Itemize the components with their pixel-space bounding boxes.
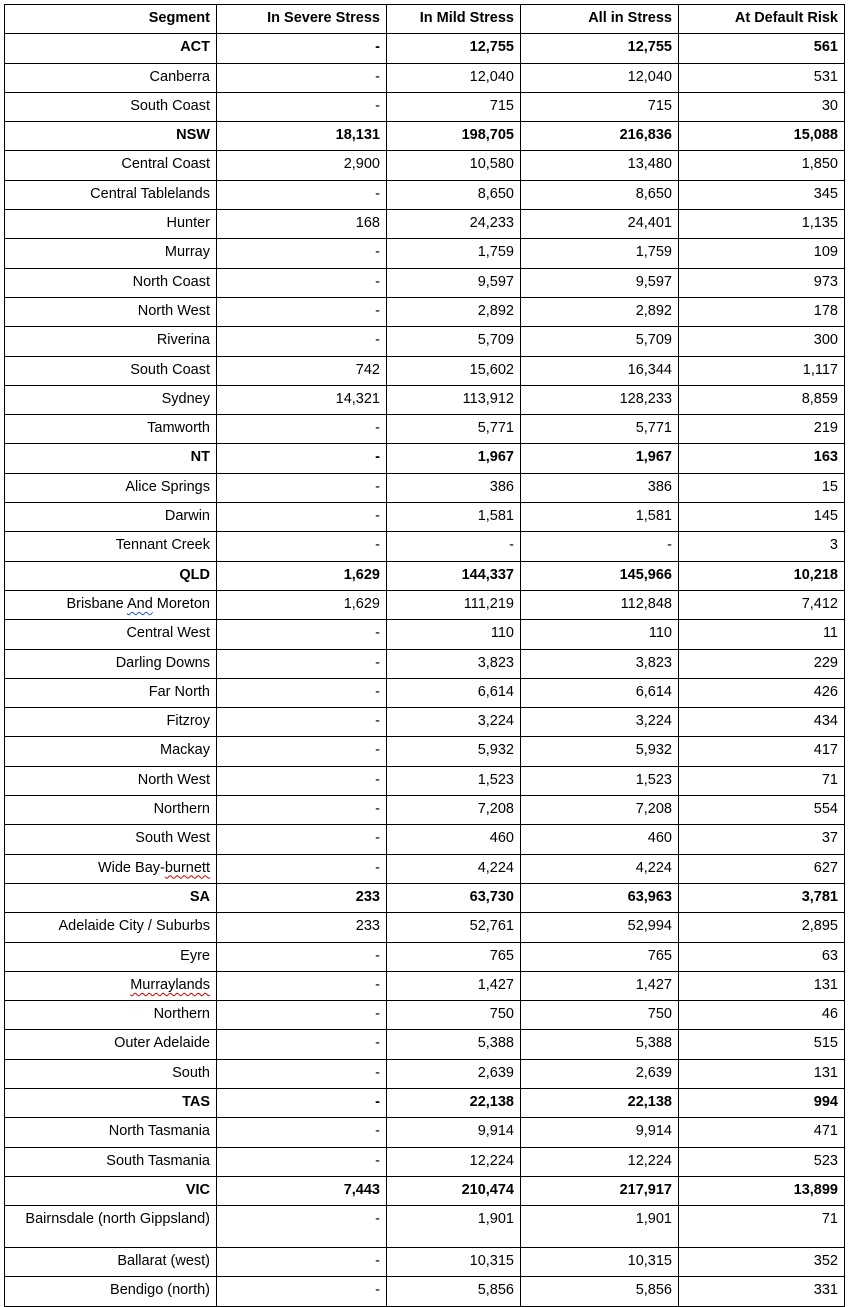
cell-severe-stress: - xyxy=(217,708,387,737)
table-row xyxy=(5,1206,845,1248)
cell-mild-stress: 750 xyxy=(387,1001,521,1030)
cell-severe-stress: - xyxy=(217,92,387,121)
table-row xyxy=(5,239,845,268)
cell-severe-stress: 742 xyxy=(217,356,387,385)
cell-default-risk: 109 xyxy=(679,239,845,268)
cell-segment: Darling Downs xyxy=(5,649,217,678)
cell-segment: Riverina xyxy=(5,327,217,356)
cell-severe-stress: - xyxy=(217,825,387,854)
state-total-row xyxy=(5,34,845,63)
cell-mild-stress: 111,219 xyxy=(387,590,521,619)
cell-segment: Bendigo (north) xyxy=(5,1277,217,1306)
cell-severe-stress: - xyxy=(217,503,387,532)
cell-default-risk: 973 xyxy=(679,268,845,297)
cell-segment: Outer Adelaide xyxy=(5,1030,217,1059)
cell-mild-stress: 5,932 xyxy=(387,737,521,766)
cell-mild-stress: 765 xyxy=(387,942,521,971)
cell-severe-stress: - xyxy=(217,796,387,825)
cell-all-in-stress: 10,315 xyxy=(521,1248,679,1277)
cell-default-risk: 178 xyxy=(679,297,845,326)
table-row xyxy=(5,678,845,707)
cell-all-in-stress: 16,344 xyxy=(521,356,679,385)
cell-segment: South Coast xyxy=(5,92,217,121)
table-row xyxy=(5,415,845,444)
state-total-row xyxy=(5,122,845,151)
cell-mild-stress: 1,581 xyxy=(387,503,521,532)
stress-table xyxy=(4,4,845,1307)
cell-severe-stress: 18,131 xyxy=(217,122,387,151)
cell-default-risk: 3,781 xyxy=(679,883,845,912)
cell-default-risk: 131 xyxy=(679,1059,845,1088)
table-row xyxy=(5,268,845,297)
cell-severe-stress: - xyxy=(217,239,387,268)
header-severe-stress: In Severe Stress xyxy=(217,5,387,34)
cell-segment: North Tasmania xyxy=(5,1118,217,1147)
cell-segment: TAS xyxy=(5,1088,217,1117)
cell-all-in-stress: 1,967 xyxy=(521,444,679,473)
cell-segment: NSW xyxy=(5,122,217,151)
cell-segment: Far North xyxy=(5,678,217,707)
cell-default-risk: 3 xyxy=(679,532,845,561)
cell-severe-stress: 2,900 xyxy=(217,151,387,180)
cell-severe-stress: - xyxy=(217,1277,387,1306)
table-row xyxy=(5,327,845,356)
table-row xyxy=(5,180,845,209)
cell-default-risk: 1,850 xyxy=(679,151,845,180)
cell-severe-stress: 7,443 xyxy=(217,1176,387,1205)
cell-segment: Alice Springs xyxy=(5,473,217,502)
table-row xyxy=(5,210,845,239)
cell-segment: South xyxy=(5,1059,217,1088)
cell-all-in-stress: 1,581 xyxy=(521,503,679,532)
cell-all-in-stress: 765 xyxy=(521,942,679,971)
table-row xyxy=(5,1277,845,1306)
cell-segment: Hunter xyxy=(5,210,217,239)
cell-segment: Central West xyxy=(5,620,217,649)
table-row xyxy=(5,737,845,766)
cell-all-in-stress: 3,823 xyxy=(521,649,679,678)
cell-default-risk: 219 xyxy=(679,415,845,444)
cell-all-in-stress: 715 xyxy=(521,92,679,121)
cell-default-risk: 30 xyxy=(679,92,845,121)
cell-mild-stress: 4,224 xyxy=(387,854,521,883)
cell-all-in-stress: 110 xyxy=(521,620,679,649)
cell-segment: Ballarat (west) xyxy=(5,1248,217,1277)
cell-mild-stress: 12,224 xyxy=(387,1147,521,1176)
table-row xyxy=(5,1030,845,1059)
cell-mild-stress: 9,914 xyxy=(387,1118,521,1147)
cell-segment: VIC xyxy=(5,1176,217,1205)
table-row xyxy=(5,503,845,532)
cell-all-in-stress: 63,963 xyxy=(521,883,679,912)
table-row xyxy=(5,532,845,561)
cell-default-risk: 515 xyxy=(679,1030,845,1059)
cell-default-risk: 531 xyxy=(679,63,845,92)
cell-segment xyxy=(5,971,217,1000)
cell-all-in-stress: 5,856 xyxy=(521,1277,679,1306)
table-row xyxy=(5,854,845,883)
cell-severe-stress: - xyxy=(217,415,387,444)
spellcheck-error-mark: Murraylands xyxy=(130,976,210,993)
cell-severe-stress: 1,629 xyxy=(217,590,387,619)
table-row xyxy=(5,796,845,825)
cell-default-risk: 13,899 xyxy=(679,1176,845,1205)
cell-mild-stress: 110 xyxy=(387,620,521,649)
header-segment: Segment xyxy=(5,5,217,34)
cell-all-in-stress: 5,388 xyxy=(521,1030,679,1059)
cell-segment: Murray xyxy=(5,239,217,268)
cell-all-in-stress: 13,480 xyxy=(521,151,679,180)
cell-severe-stress: - xyxy=(217,1147,387,1176)
cell-all-in-stress: 1,759 xyxy=(521,239,679,268)
table-row xyxy=(5,63,845,92)
cell-severe-stress: - xyxy=(217,678,387,707)
cell-severe-stress: 1,629 xyxy=(217,561,387,590)
cell-all-in-stress: 386 xyxy=(521,473,679,502)
cell-default-risk: 229 xyxy=(679,649,845,678)
table-row xyxy=(5,1059,845,1088)
cell-default-risk: 554 xyxy=(679,796,845,825)
cell-mild-stress: 9,597 xyxy=(387,268,521,297)
cell-all-in-stress: 52,994 xyxy=(521,913,679,942)
cell-mild-stress: 5,856 xyxy=(387,1277,521,1306)
cell-all-in-stress: 5,709 xyxy=(521,327,679,356)
cell-all-in-stress: 216,836 xyxy=(521,122,679,151)
cell-severe-stress: - xyxy=(217,1206,387,1248)
cell-default-risk: 471 xyxy=(679,1118,845,1147)
cell-default-risk: 417 xyxy=(679,737,845,766)
cell-severe-stress: - xyxy=(217,737,387,766)
cell-mild-stress: 12,040 xyxy=(387,63,521,92)
header-mild-stress: In Mild Stress xyxy=(387,5,521,34)
cell-default-risk: 434 xyxy=(679,708,845,737)
cell-default-risk: 300 xyxy=(679,327,845,356)
cell-all-in-stress: 217,917 xyxy=(521,1176,679,1205)
cell-default-risk: 994 xyxy=(679,1088,845,1117)
cell-segment: Brisbane And Moreton xyxy=(5,590,217,619)
table-row xyxy=(5,942,845,971)
cell-all-in-stress: 12,040 xyxy=(521,63,679,92)
table-row xyxy=(5,92,845,121)
cell-mild-stress: 210,474 xyxy=(387,1176,521,1205)
state-total-row xyxy=(5,561,845,590)
cell-default-risk: 523 xyxy=(679,1147,845,1176)
cell-all-in-stress: 2,892 xyxy=(521,297,679,326)
cell-default-risk: 8,859 xyxy=(679,385,845,414)
table-row xyxy=(5,1147,845,1176)
state-total-row xyxy=(5,1176,845,1205)
cell-all-in-stress: 1,901 xyxy=(521,1206,679,1248)
cell-mild-stress: 460 xyxy=(387,825,521,854)
cell-mild-stress: 5,771 xyxy=(387,415,521,444)
cell-severe-stress: 233 xyxy=(217,883,387,912)
cell-mild-stress: 6,614 xyxy=(387,678,521,707)
cell-all-in-stress: 112,848 xyxy=(521,590,679,619)
cell-severe-stress: - xyxy=(217,444,387,473)
cell-all-in-stress: 4,224 xyxy=(521,854,679,883)
cell-severe-stress: - xyxy=(217,942,387,971)
cell-segment: Northern xyxy=(5,796,217,825)
cell-segment: Wide Bay-burnett xyxy=(5,854,217,883)
cell-severe-stress: - xyxy=(217,620,387,649)
cell-severe-stress: - xyxy=(217,1088,387,1117)
cell-segment: Sydney xyxy=(5,385,217,414)
table-row xyxy=(5,385,845,414)
table-row xyxy=(5,913,845,942)
cell-segment: Tamworth xyxy=(5,415,217,444)
cell-default-risk: 11 xyxy=(679,620,845,649)
cell-all-in-stress: 5,932 xyxy=(521,737,679,766)
spellcheck-error-mark: burnett xyxy=(164,859,210,876)
cell-default-risk: 331 xyxy=(679,1277,845,1306)
table-row xyxy=(5,825,845,854)
cell-severe-stress: - xyxy=(217,971,387,1000)
table-row xyxy=(5,649,845,678)
cell-mild-stress: 1,967 xyxy=(387,444,521,473)
cell-all-in-stress: - xyxy=(521,532,679,561)
table-row xyxy=(5,766,845,795)
cell-segment: QLD xyxy=(5,561,217,590)
header-default-risk: At Default Risk xyxy=(679,5,845,34)
cell-severe-stress: 14,321 xyxy=(217,385,387,414)
cell-default-risk: 1,117 xyxy=(679,356,845,385)
cell-mild-stress: 10,315 xyxy=(387,1248,521,1277)
cell-default-risk: 7,412 xyxy=(679,590,845,619)
cell-default-risk: 71 xyxy=(679,1206,845,1248)
cell-segment: Mackay xyxy=(5,737,217,766)
cell-all-in-stress: 8,650 xyxy=(521,180,679,209)
cell-all-in-stress: 9,597 xyxy=(521,268,679,297)
cell-mild-stress: 1,901 xyxy=(387,1206,521,1248)
cell-segment: Darwin xyxy=(5,503,217,532)
cell-mild-stress: 144,337 xyxy=(387,561,521,590)
cell-all-in-stress: 3,224 xyxy=(521,708,679,737)
cell-all-in-stress: 12,224 xyxy=(521,1147,679,1176)
cell-severe-stress: - xyxy=(217,473,387,502)
cell-default-risk: 63 xyxy=(679,942,845,971)
cell-mild-stress: 1,427 xyxy=(387,971,521,1000)
cell-all-in-stress: 24,401 xyxy=(521,210,679,239)
table-row xyxy=(5,1248,845,1277)
cell-mild-stress: 198,705 xyxy=(387,122,521,151)
cell-severe-stress: 233 xyxy=(217,913,387,942)
cell-all-in-stress: 460 xyxy=(521,825,679,854)
cell-severe-stress: - xyxy=(217,297,387,326)
cell-default-risk: 15,088 xyxy=(679,122,845,151)
cell-mild-stress: 1,523 xyxy=(387,766,521,795)
cell-mild-stress: 10,580 xyxy=(387,151,521,180)
cell-segment: NT xyxy=(5,444,217,473)
header-row xyxy=(5,5,845,34)
cell-all-in-stress: 5,771 xyxy=(521,415,679,444)
cell-mild-stress: 52,761 xyxy=(387,913,521,942)
cell-severe-stress: - xyxy=(217,649,387,678)
state-total-row xyxy=(5,444,845,473)
table-row xyxy=(5,356,845,385)
cell-default-risk: 10,218 xyxy=(679,561,845,590)
cell-all-in-stress: 2,639 xyxy=(521,1059,679,1088)
cell-severe-stress: - xyxy=(217,854,387,883)
state-total-row xyxy=(5,1088,845,1117)
cell-segment: Central Tablelands xyxy=(5,180,217,209)
cell-default-risk: 145 xyxy=(679,503,845,532)
cell-all-in-stress: 145,966 xyxy=(521,561,679,590)
cell-mild-stress: 715 xyxy=(387,92,521,121)
cell-severe-stress: - xyxy=(217,327,387,356)
table-row xyxy=(5,708,845,737)
cell-severe-stress: - xyxy=(217,268,387,297)
cell-segment: South Coast xyxy=(5,356,217,385)
cell-severe-stress: - xyxy=(217,63,387,92)
cell-all-in-stress: 7,208 xyxy=(521,796,679,825)
cell-mild-stress: 8,650 xyxy=(387,180,521,209)
cell-default-risk: 71 xyxy=(679,766,845,795)
cell-default-risk: 37 xyxy=(679,825,845,854)
cell-severe-stress: - xyxy=(217,1248,387,1277)
cell-segment: Fitzroy xyxy=(5,708,217,737)
cell-mild-stress: 113,912 xyxy=(387,385,521,414)
table-row xyxy=(5,971,845,1000)
cell-severe-stress: - xyxy=(217,766,387,795)
table-row xyxy=(5,1118,845,1147)
cell-segment: Tennant Creek xyxy=(5,532,217,561)
table-row xyxy=(5,1001,845,1030)
cell-segment: SA xyxy=(5,883,217,912)
cell-segment: South West xyxy=(5,825,217,854)
cell-severe-stress: - xyxy=(217,34,387,63)
cell-segment: Adelaide City / Suburbs xyxy=(5,913,217,942)
cell-mild-stress: - xyxy=(387,532,521,561)
cell-severe-stress: 168 xyxy=(217,210,387,239)
header-all-in-stress: All in Stress xyxy=(521,5,679,34)
cell-segment: ACT xyxy=(5,34,217,63)
cell-segment: Canberra xyxy=(5,63,217,92)
cell-mild-stress: 7,208 xyxy=(387,796,521,825)
cell-default-risk: 1,135 xyxy=(679,210,845,239)
cell-default-risk: 15 xyxy=(679,473,845,502)
table-row xyxy=(5,620,845,649)
cell-severe-stress: - xyxy=(217,532,387,561)
table-row xyxy=(5,151,845,180)
cell-default-risk: 426 xyxy=(679,678,845,707)
cell-all-in-stress: 1,427 xyxy=(521,971,679,1000)
cell-segment: South Tasmania xyxy=(5,1147,217,1176)
cell-default-risk: 345 xyxy=(679,180,845,209)
cell-severe-stress: - xyxy=(217,1030,387,1059)
cell-mild-stress: 24,233 xyxy=(387,210,521,239)
cell-all-in-stress: 6,614 xyxy=(521,678,679,707)
cell-severe-stress: - xyxy=(217,180,387,209)
cell-mild-stress: 2,892 xyxy=(387,297,521,326)
cell-segment: Northern xyxy=(5,1001,217,1030)
cell-all-in-stress: 22,138 xyxy=(521,1088,679,1117)
cell-all-in-stress: 12,755 xyxy=(521,34,679,63)
table-row xyxy=(5,297,845,326)
state-total-row xyxy=(5,883,845,912)
cell-mild-stress: 22,138 xyxy=(387,1088,521,1117)
cell-severe-stress: - xyxy=(217,1001,387,1030)
cell-mild-stress: 2,639 xyxy=(387,1059,521,1088)
cell-mild-stress: 15,602 xyxy=(387,356,521,385)
cell-segment: Eyre xyxy=(5,942,217,971)
cell-mild-stress: 3,224 xyxy=(387,708,521,737)
cell-severe-stress: - xyxy=(217,1118,387,1147)
cell-segment: Central Coast xyxy=(5,151,217,180)
table-row xyxy=(5,473,845,502)
table-row xyxy=(5,590,845,619)
cell-default-risk: 131 xyxy=(679,971,845,1000)
spellcheck-grammar-mark: And xyxy=(126,595,153,612)
cell-default-risk: 352 xyxy=(679,1248,845,1277)
cell-default-risk: 2,895 xyxy=(679,913,845,942)
cell-mild-stress: 12,755 xyxy=(387,34,521,63)
cell-mild-stress: 386 xyxy=(387,473,521,502)
cell-default-risk: 561 xyxy=(679,34,845,63)
cell-mild-stress: 3,823 xyxy=(387,649,521,678)
cell-default-risk: 627 xyxy=(679,854,845,883)
cell-mild-stress: 63,730 xyxy=(387,883,521,912)
cell-all-in-stress: 9,914 xyxy=(521,1118,679,1147)
cell-all-in-stress: 750 xyxy=(521,1001,679,1030)
cell-all-in-stress: 128,233 xyxy=(521,385,679,414)
cell-segment: North Coast xyxy=(5,268,217,297)
cell-segment: North West xyxy=(5,297,217,326)
cell-mild-stress: 5,388 xyxy=(387,1030,521,1059)
cell-all-in-stress: 1,523 xyxy=(521,766,679,795)
cell-default-risk: 46 xyxy=(679,1001,845,1030)
cell-severe-stress: - xyxy=(217,1059,387,1088)
cell-mild-stress: 1,759 xyxy=(387,239,521,268)
cell-segment: Bairnsdale (north Gippsland) xyxy=(5,1206,217,1248)
cell-mild-stress: 5,709 xyxy=(387,327,521,356)
cell-default-risk: 163 xyxy=(679,444,845,473)
cell-segment: North West xyxy=(5,766,217,795)
